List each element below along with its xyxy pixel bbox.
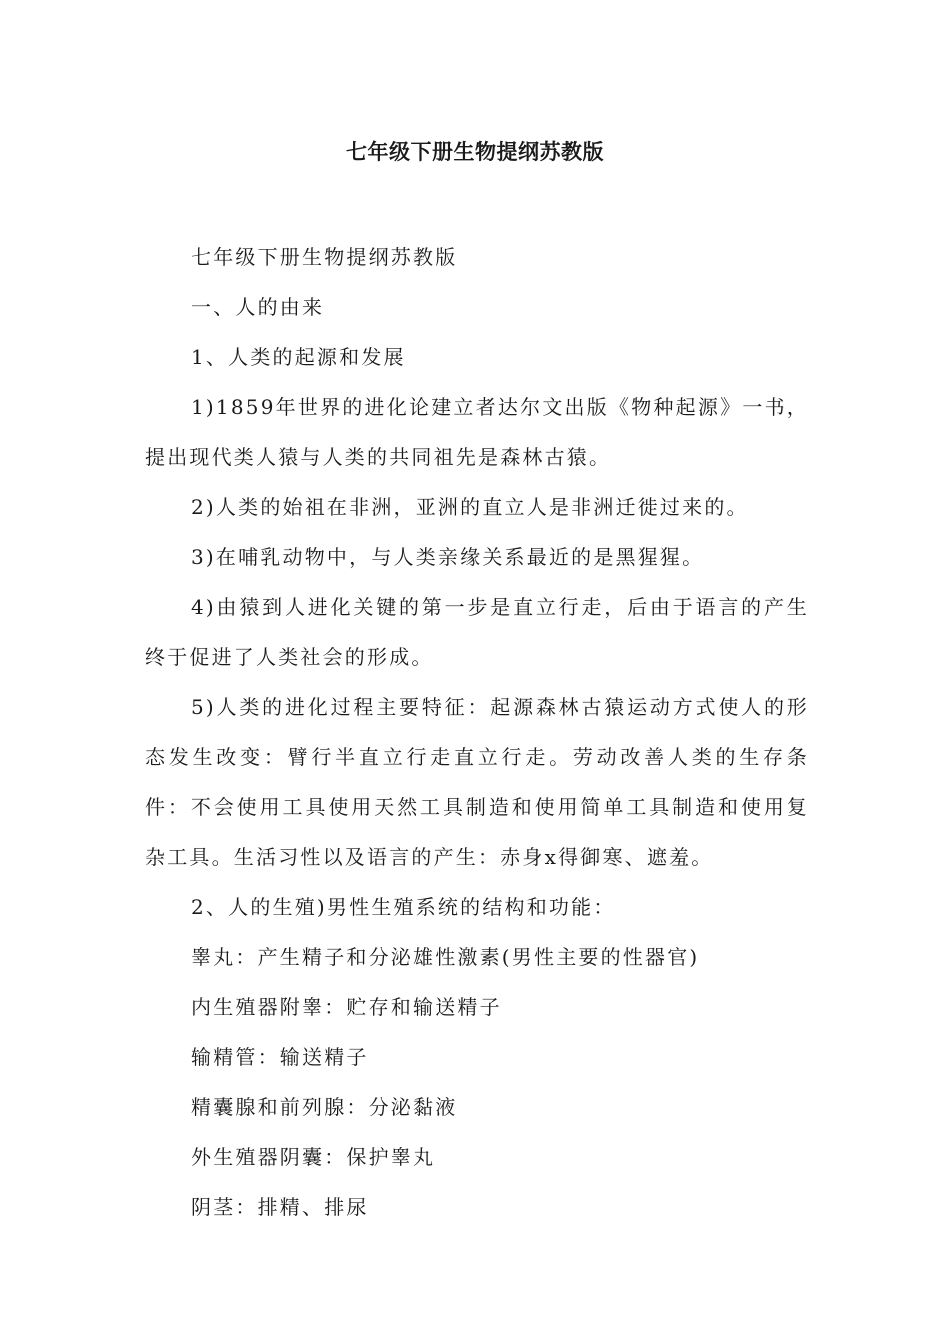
paragraph: 精囊腺和前列腺：分泌黏液: [191, 1095, 458, 1119]
paragraph: 外生殖器阴囊：保护睾丸: [191, 1145, 436, 1169]
paragraph: 1)1859年世界的进化论建立者达尔文出版《物种起源》一书，提出现代类人猿与人类的共同祖先是森林古猿。: [145, 395, 809, 469]
paragraph: 2)人类的始祖在非洲，亚洲的直立人是非洲迁徙过来的。: [191, 495, 749, 519]
paragraph: 4)由猿到人进化关键的第一步是直立行走，后由于语言的产生终于促进了人类社会的形成。: [145, 595, 809, 669]
paragraph: 内生殖器附睾：贮存和输送精子: [191, 995, 502, 1019]
paragraph: 2、人的生殖)男性生殖系统的结构和功能：: [191, 895, 616, 919]
paragraph: 1、人类的起源和发展: [191, 345, 406, 369]
paragraph: 阴茎：排精、排尿: [191, 1195, 369, 1219]
paragraph: 七年级下册生物提纲苏教版: [191, 245, 458, 269]
paragraph: 一、人的由来: [191, 295, 325, 319]
document-title: 七年级下册生物提纲苏教版: [346, 140, 604, 164]
paragraph: 睾丸：产生精子和分泌雄性激素(男性主要的性器官): [191, 945, 700, 969]
paragraph: 3)在哺乳动物中，与人类亲缘关系最近的是黑猩猩。: [191, 545, 705, 569]
document-body: [145, 232, 809, 1232]
paragraph: 5)人类的进化过程主要特征：起源森林古猿运动方式使人的形态发生改变：臂行半直立行走直立行走。劳动改善人类的生存条件：不会使用工具使用天然工具制造和使用简单工具制造和使用复杂工具。生活习性以及语言的产生：赤身x得御寒、遮羞。: [145, 695, 809, 869]
paragraph: 输精管：输送精子: [191, 1045, 369, 1069]
